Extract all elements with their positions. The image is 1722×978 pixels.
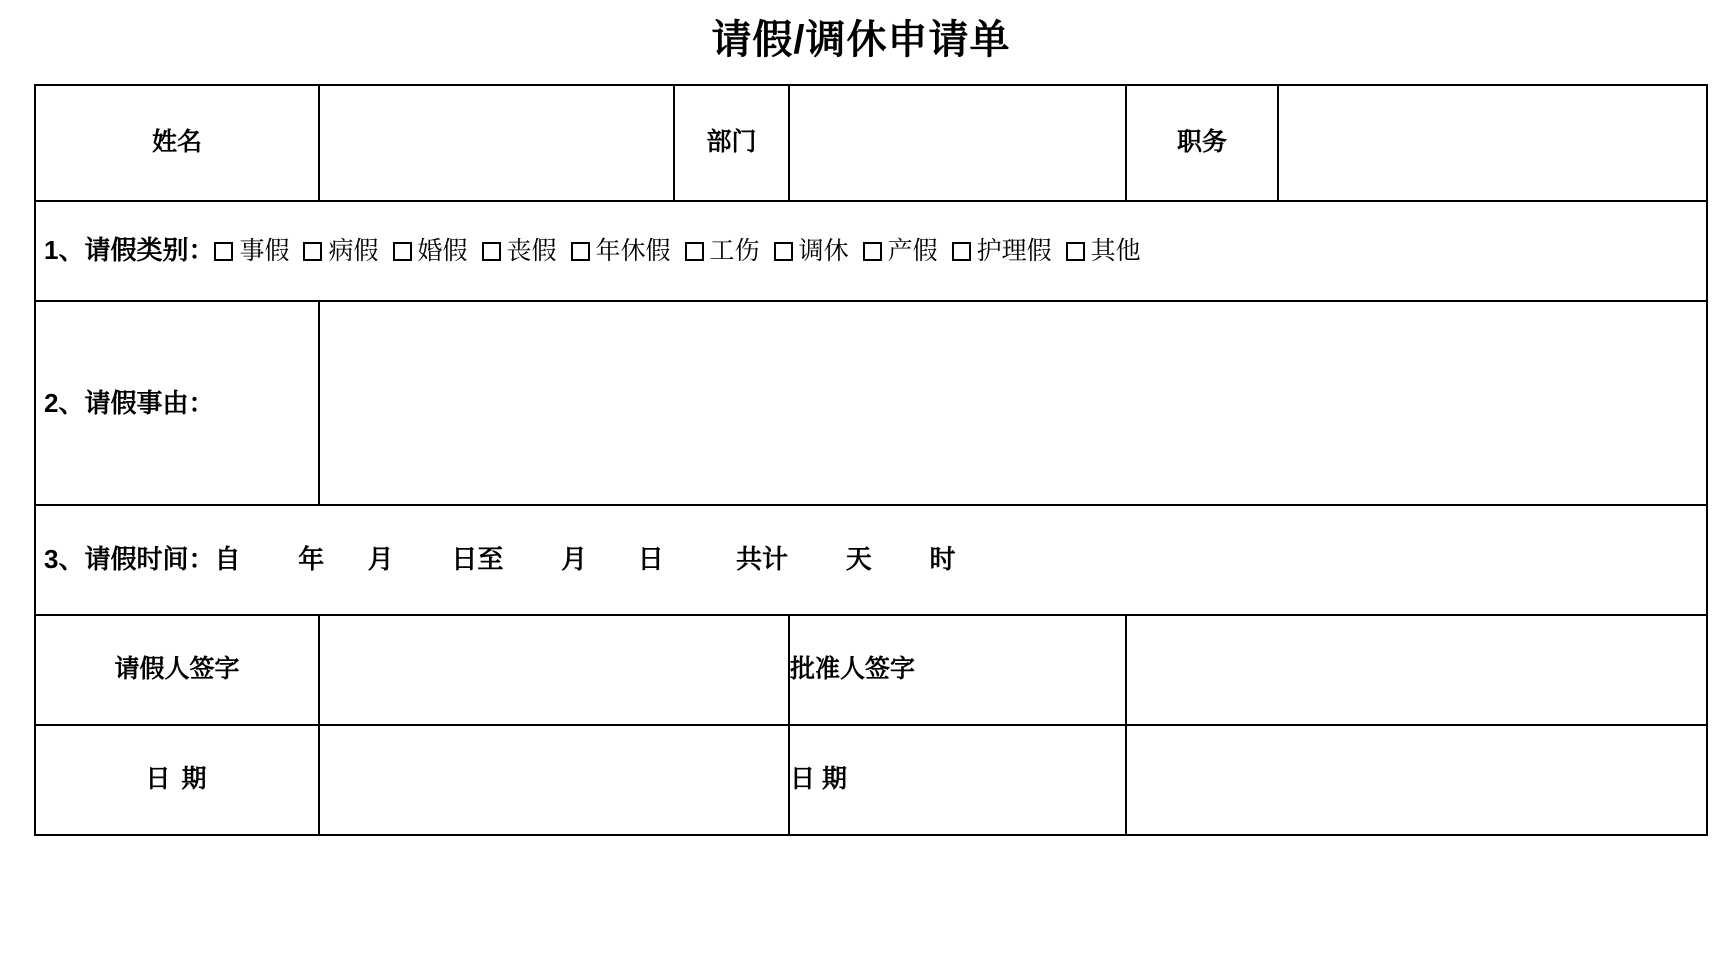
approver-date-field[interactable] [1126,725,1707,835]
position-label: 职务 [1126,85,1278,201]
checkbox-label: 婚假 [417,237,468,266]
name-label: 姓名 [35,85,319,201]
department-label: 部门 [674,85,789,201]
checkbox-option-gongshang[interactable] [685,233,760,271]
table-row-dates [35,725,1707,835]
checkbox-option-hulijia[interactable] [952,233,1052,271]
applicant-signature-label: 请假人签字 [35,615,319,725]
reason-field[interactable] [319,301,1707,505]
checkbox-icon[interactable] [214,242,233,261]
checkbox-icon[interactable] [482,242,501,261]
checkbox-option-nianxiujia[interactable] [571,233,671,271]
checkbox-option-chanjia[interactable] [863,233,938,271]
position-field[interactable] [1278,85,1707,201]
checkbox-icon[interactable] [774,242,793,261]
reason-label: 2、请假事由： [44,387,215,418]
approver-date-label: 日 期 [789,725,1126,835]
checkbox-icon[interactable] [393,242,412,261]
table-row-reason [35,301,1707,505]
form-container [16,84,1706,836]
reason-label-cell [35,301,319,505]
checkbox-icon[interactable] [863,242,882,261]
checkbox-label: 丧假 [506,237,557,266]
checkbox-option-tiaoxiu[interactable] [774,233,849,271]
table-row-signatures [35,615,1707,725]
checkbox-label: 护理假 [976,237,1052,266]
checkbox-label: 其他 [1090,237,1141,266]
checkbox-icon[interactable] [571,242,590,261]
leave-type-cell [35,201,1707,301]
leave-time-cell[interactable] [35,505,1707,615]
checkbox-option-sangjia[interactable] [482,233,557,271]
department-field[interactable] [789,85,1126,201]
checkbox-icon[interactable] [952,242,971,261]
table-row-leave-time [35,505,1707,615]
approver-signature-field[interactable] [1126,615,1707,725]
checkbox-label: 产假 [887,237,938,266]
page-title: 请假/调休申请单 [711,18,1011,62]
checkbox-option-qita[interactable] [1066,233,1141,271]
checkbox-label: 事假 [239,237,290,266]
checkbox-option-bingjia[interactable] [303,233,378,271]
applicant-signature-field[interactable] [319,615,789,725]
checkbox-option-hunjia[interactable] [393,233,468,271]
checkbox-label: 调休 [798,237,849,266]
table-row-header-info [35,85,1707,201]
leave-time-text: 3、请假时间：自 年 月 日至 月 日 共计 天 时 [44,544,956,575]
leave-application-form [34,84,1708,836]
checkbox-label: 病假 [328,237,379,266]
table-row-leave-type [35,201,1707,301]
checkbox-icon[interactable] [685,242,704,261]
name-field[interactable] [319,85,674,201]
applicant-date-field[interactable] [319,725,789,835]
leave-type-label: 1、请假类别： [44,235,215,266]
checkbox-icon[interactable] [303,242,322,261]
approver-signature-label: 批准人签字 [789,615,1126,725]
checkbox-option-shijia[interactable] [214,233,289,271]
checkbox-icon[interactable] [1066,242,1085,261]
checkbox-label: 工伤 [709,237,760,266]
checkbox-label: 年休假 [595,237,671,266]
applicant-date-label: 日 期 [35,725,319,835]
